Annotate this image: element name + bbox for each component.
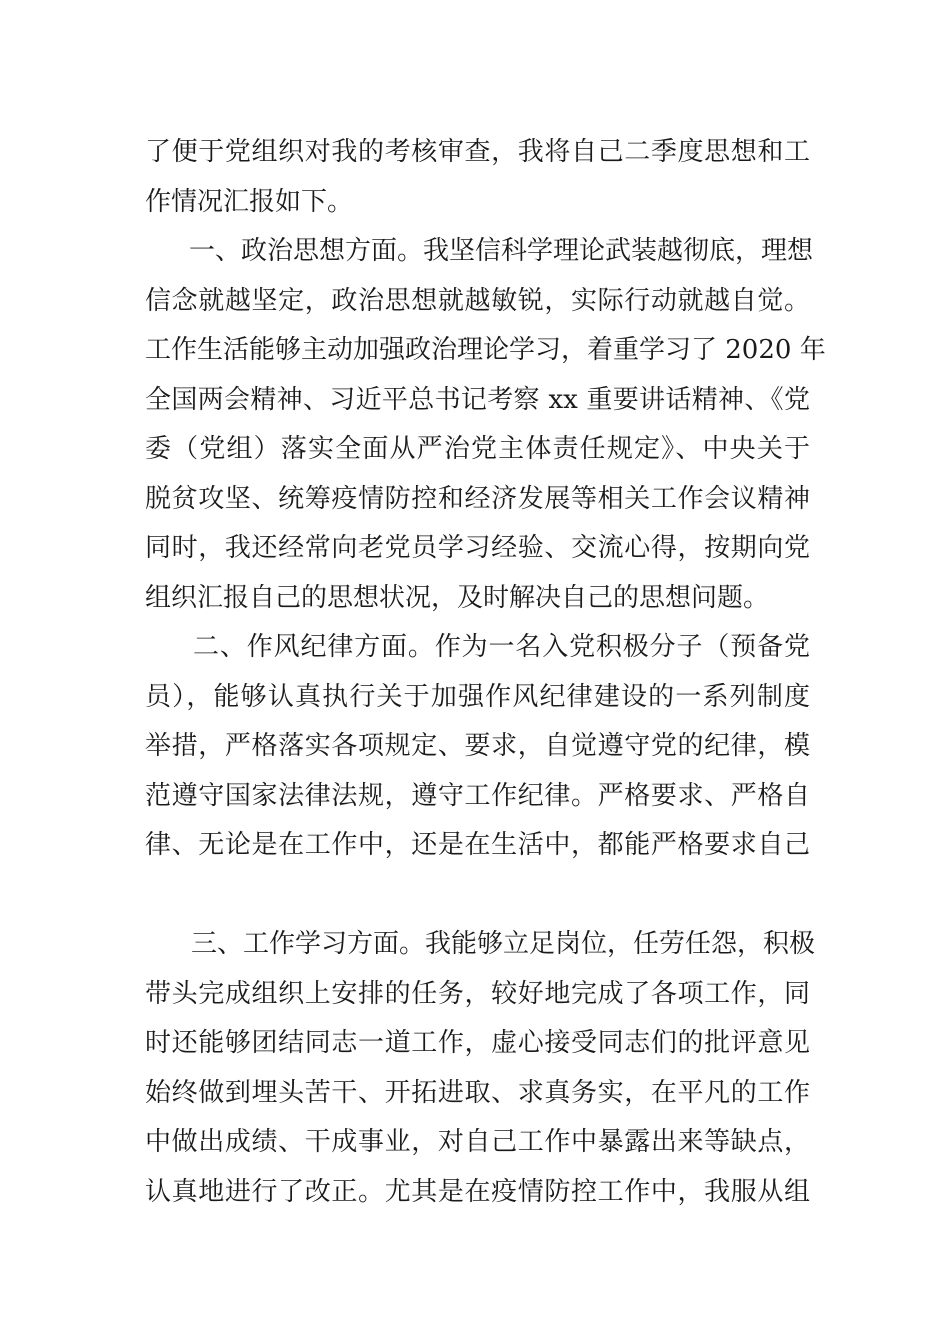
text-line: 全国两会精神、习近平总书记考察 xx 重要讲话精神、《党 — [145, 384, 810, 415]
paragraph-discipline — [145, 623, 810, 871]
text-line: 认真地进行了改正。尤其是在疫情防控工作中，我服从组 — [145, 1176, 810, 1207]
paragraph-political — [145, 227, 826, 623]
text-line: 了便于党组织对我的考核审查，我将自己二季度思想和工 — [145, 137, 810, 167]
text-line: 作情况汇报如下。 — [145, 186, 354, 217]
text-line: 带头完成组织上安排的任务，较好地完成了各项工作，同 — [145, 978, 810, 1009]
text-line: 工作生活能够主动加强政治理论学习，着重学习了 2020 年 — [145, 335, 826, 365]
text-line: 同时，我还经常向老党员学习经验、交流心得，按期向党 — [145, 533, 810, 563]
text-line: 时还能够团结同志一道工作，虚心接受同志们的批评意见 — [145, 1028, 810, 1058]
text-line: 二、作风纪律方面。作为一名入党积极分子（预备党 — [193, 632, 810, 662]
text-line: 组织汇报自己的思想状况，及时解决自己的思想问题。 — [145, 582, 770, 613]
text-line: 中做出成绩、干成事业，对自己工作中暴露出来等缺点， — [145, 1127, 810, 1157]
text-line: 三、工作学习方面。我能够立足岗位，任劳任怨，积极 — [191, 929, 816, 959]
text-line: 律、无论是在工作中，还是在生活中，都能严格要求自己 — [145, 830, 810, 860]
text-line: 脱贫攻坚、统筹疫情防控和经济发展等相关工作会议精神 — [145, 483, 810, 514]
text-line: 举措，严格落实各项规定、要求，自觉遵守党的纪律，模 — [145, 731, 810, 761]
text-line: 一、政治思想方面。我坚信科学理论武装越彻底，理想 — [189, 236, 814, 266]
paragraph-intro — [145, 128, 810, 227]
text-line: 委（党组）落实全面从严治党主体责任规定》、中央关于 — [145, 434, 810, 464]
paragraph-work — [145, 920, 816, 1217]
text-line: 员），能够认真执行关于加强作风纪律建设的一系列制度 — [145, 681, 810, 712]
text-line: 始终做到埋头苦干、开拓进取、求真务实，在平凡的工作 — [145, 1077, 810, 1108]
text-line: 范遵守国家法律法规，遵守工作纪律。严格要求、严格自 — [145, 780, 810, 811]
text-line: 信念就越坚定，政治思想就越敏锐，实际行动就越自觉。 — [145, 285, 810, 316]
